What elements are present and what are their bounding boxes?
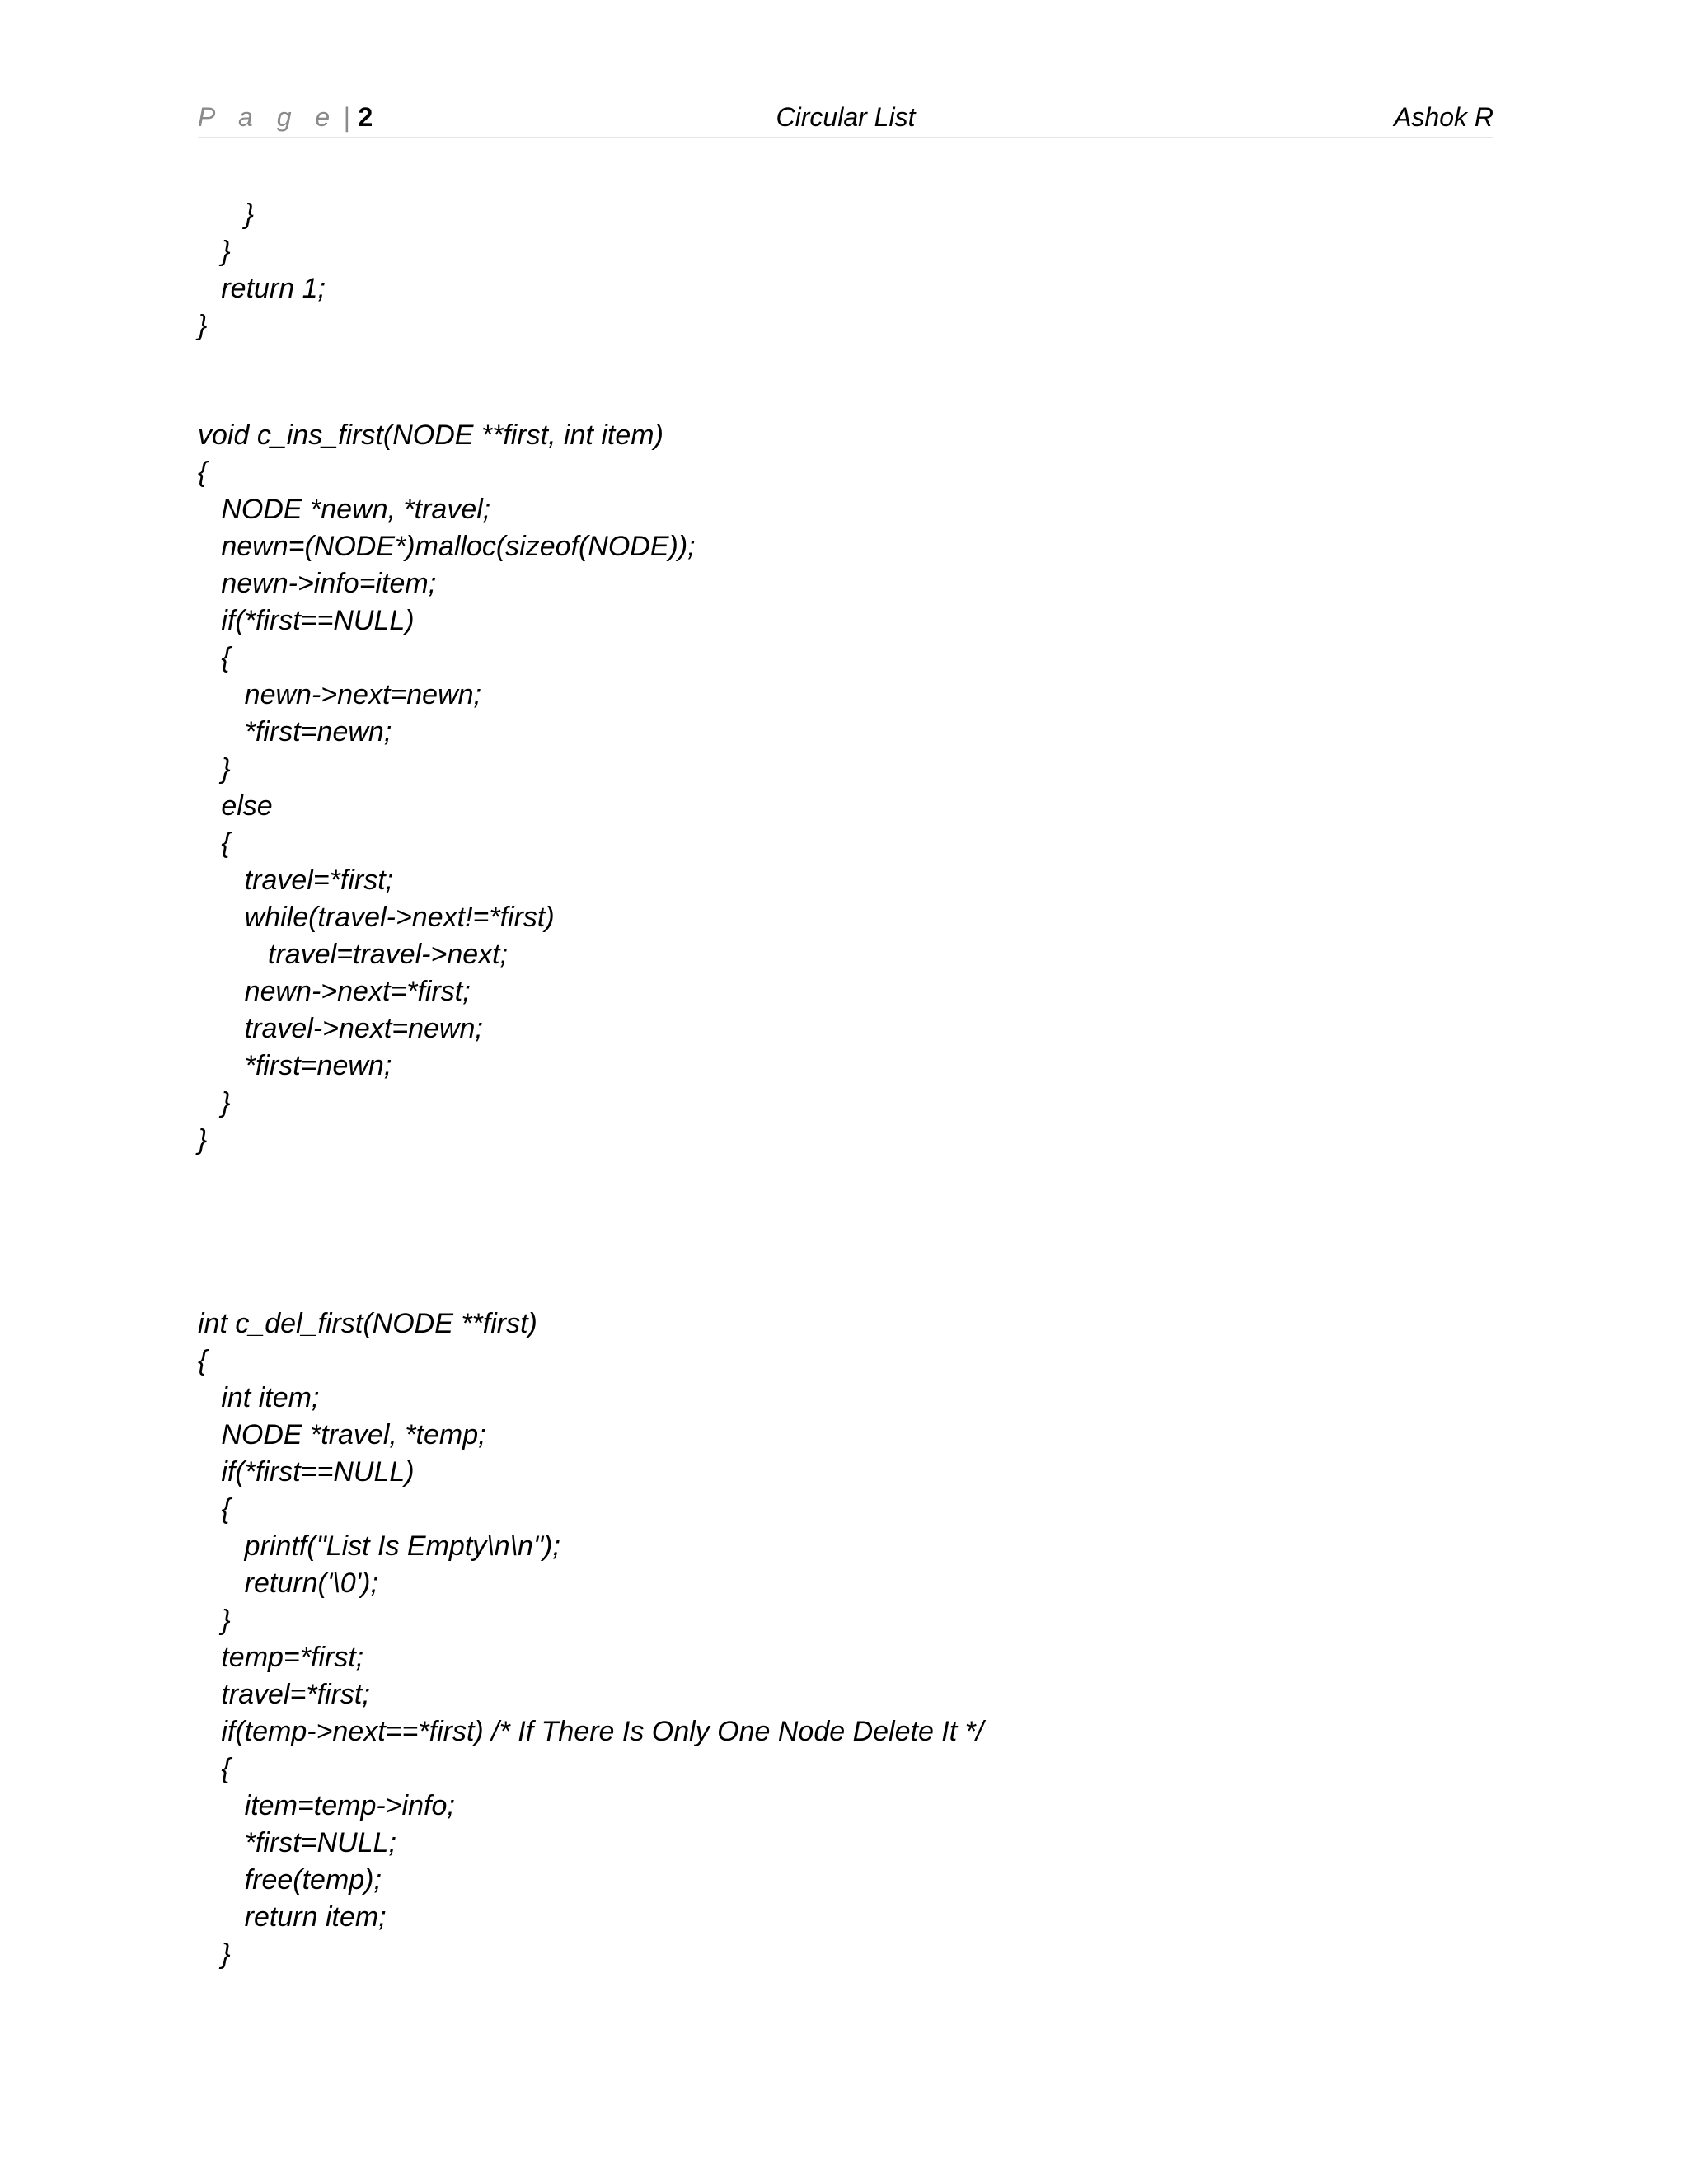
code-line: } [198,1124,208,1155]
code-line: *first=newn; [198,716,392,748]
code-line: free(temp); [198,1864,382,1896]
code-line: travel=travel->next; [198,939,509,970]
code-line: void c_ins_first(NODE **first, int item) [198,419,663,451]
page-number: 2 [358,102,373,132]
document-author: Ashok R [1394,102,1493,132]
code-line: } [198,310,208,341]
code-line: item=temp->info; [198,1790,455,1821]
code-line: if(*first==NULL) [198,605,415,636]
code-line: int item; [198,1382,320,1413]
code-line: if(*first==NULL) [198,1456,415,1488]
code-line: { [198,1345,208,1376]
code-line: NODE *newn, *travel; [198,494,491,525]
code-line: *first=NULL; [198,1827,396,1858]
code-line: } [198,236,231,267]
document-title: Circular List [776,102,916,132]
code-line: { [198,827,231,859]
code-line: travel->next=newn; [198,1013,483,1044]
code-line: newn=(NODE*)malloc(sizeof(NODE)); [198,531,696,562]
code-line: int c_del_first(NODE **first) [198,1308,537,1339]
code-line: while(travel->next!=*first) [198,902,555,933]
code-block-c-ins-first [198,417,696,1159]
code-line: { [198,1493,231,1525]
code-line: } [198,1938,231,1970]
code-line: *first=newn; [198,1050,392,1081]
page-word: P a g e [198,102,339,132]
code-line: } [198,199,255,230]
code-line: newn->next=*first; [198,976,471,1007]
code-line: else [198,790,273,822]
code-line: { [198,642,231,673]
code-line: temp=*first; [198,1642,364,1673]
code-line: travel=*first; [198,1679,370,1710]
code-line: newn->info=item; [198,568,437,599]
code-line: travel=*first; [198,865,394,896]
code-line: } [198,1605,231,1636]
code-block-function-tail [198,196,326,344]
code-line: if(temp->next==*first) /* If There Is Only One Node Delete It */ [198,1716,984,1747]
page-separator: | [343,102,350,132]
page-header [198,97,1493,138]
code-line: } [198,1087,231,1118]
code-line: return 1; [198,273,326,304]
code-line: NODE *travel, *temp; [198,1419,486,1451]
code-block-c-del-first [198,1305,983,1973]
code-line: { [198,457,208,488]
code-line: return item; [198,1901,387,1933]
code-line: newn->next=newn; [198,679,481,710]
code-line: return('\0'); [198,1568,378,1599]
code-line: } [198,753,231,785]
code-line: { [198,1753,231,1784]
code-line: printf("List Is Empty\n\n"); [198,1530,560,1562]
